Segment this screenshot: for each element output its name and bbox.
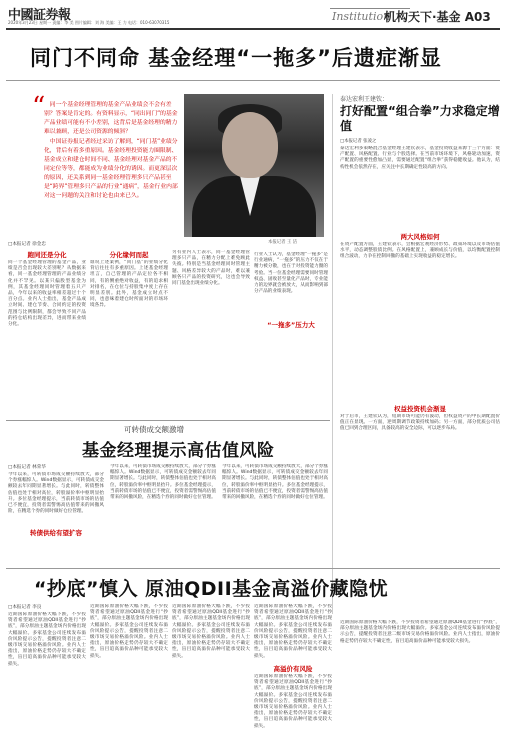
story2-kicker: 可转债成交额激增 [124, 425, 184, 434]
story3-text: 近期国际原油价格大幅下跌，不少投资者希望通过原油QDII基金进行“抄底”，部分原油主题基金场内价格出现大幅溢价。多家基金公司连续发布溢价风险提示公告，提醒投资者注意二级市场交易价格溢价风险。业内人士指出，原油价格走势仍存较大不确定性，盲目追高溢价品种可能承受较大损失。 [254, 674, 332, 729]
sidebar-subhead: 两大风格如何 [400, 233, 440, 241]
story3-headline: “抄底”慎入 原油QDII基金高溢价藏隐忧 [34, 578, 389, 600]
story2-text: 今年以来，可转债市场成交额持续放大，部分个券涨幅惊人。Wind数据显示，可转债成交金额较去年同期显著增长。与此同时，转债整体估值也处于相对高位，转股溢价率中枢明显抬升。多位基金经理提示，当前转债市场的估值已不便宜，投资者需警惕高估值带来的回撤风险，在精选个券的同时做好仓位管理。 [222, 464, 328, 501]
headline-rule [6, 80, 500, 81]
sidebar-subhead: 权益投资机会渐显 [394, 405, 446, 413]
column-text: 同一个基金经理管理的基金产品，业绩是否会出现较大差别呢？从数据来看，同一基金经理管理的产品业绩分化并不罕见。以某只偏股型基金为例，其基金经理同时管理着五只产品，今年以来的收益率相差超过十个百分点。业内人士指出，基金产品成立时间、建仓节奏、合同约定的投资范围与比例限制，都会导致不同产品的持仓结构出现差异，进而带来业绩分化。 [8, 260, 86, 328]
lead-paragraph: 中国证券报记者经过采访了解到，“同门基”业绩分化，背后有着多重原因。基金经理投资能力圈限制、基金成立和建仓时间不同、基金经理对基金产品的不同定位等等，都能成为业绩分化的诱因。而更深层次的原因，还关系到同一基金经理管理多只产品甚至是“跨界”管理多只产品的行业“通病”，基金行业内部对这一问题的关注和讨论也由来已久。 [44, 139, 178, 199]
sidebar-headline: 打好配置“组合拳”力求稳定增值 [340, 104, 500, 133]
column-text: 另有业内人士表示，同一基金经理管理多只产品，在精力分配上难免顾此失彼。特别是当基金经理同时管理主题、风格差异较大的产品时，难以兼顾各只产品的投资研究，这也会导致同门基金出现业绩分化。 [172, 250, 250, 287]
lead-paragraph: 同一个基金经理管理的基金产品业绩会不会有差别？答案是肯定的。有资料显示，“同出同门”的基金产品业绩可能有不小差别，这背后是基金经理的精力难以兼顾，还是公司资源的倾斜？ [44, 102, 178, 135]
story3-subhead: 高溢价有风险 [273, 665, 313, 673]
sidebar-byline: □本报记者 张凌之 [340, 139, 377, 144]
newspaper-logo: 中國証券報 [8, 8, 71, 23]
main-headline: 同门不同命 基金经理“一拖多”后遗症渐显 [30, 46, 442, 70]
sidebar-paragraph: 泰达宏利多策略混合基金经理王建钦表示，基金投资收益来源于三个方面：资产配置、风格配置、行业与个股选择。在当前市场环境下，风格轮动加速，资产配置的重要性愈加凸显，需要通过配置“组合拳”获得稳健收益。他认为，结构性机会依然存在，应关注中长期确定性较高的方向。 [340, 146, 500, 170]
section-rule [6, 420, 330, 421]
story3-text: 近期国际原油价格大幅下跌，不少投资者希望通过原油QDII基金进行“抄底”，部分原油主题基金场内价格出现大幅溢价。多家基金公司连续发布溢价风险提示公告，提醒投资者注意二级市场交易价格溢价风险。业内人士指出，原油价格走势仍存较大不确定性，盲目追高溢价品种可能承受较大损失。 [340, 620, 500, 644]
story3-text: 近期国际原油价格大幅下跌，不少投资者希望通过原油QDII基金进行“抄底”，部分原油主题基金场内价格出现大幅溢价。多家基金公司连续发布溢价风险提示公告，提醒投资者注意二级市场交易价格溢价风险。业内人士指出，原油价格走势仍存较大不确定性，盲目追高溢价品种可能承受较大损失。 [8, 612, 86, 667]
story2-subhead: 转债供给有望扩容 [30, 529, 82, 537]
story3-text: 近期国际原油价格大幅下跌，不少投资者希望通过原油QDII基金进行“抄底”，部分原油主题基金场内价格出现大幅溢价。多家基金公司连续发布溢价风险提示公告，提醒投资者注意二级市场交易价格溢价风险。业内人士指出，原油价格走势仍存较大不确定性，盲目追高溢价品种可能承受较大损失。 [254, 604, 332, 659]
header-rule [6, 28, 500, 30]
portrait-photo [184, 94, 324, 237]
story2-text: 今年以来，可转债市场成交额持续放大，部分个券涨幅惊人。Wind数据显示，可转债成交金额较去年同期显著增长。与此同时，转债整体估值也处于相对高位，转股溢价率中枢明显抬升。多位基金经理提示，当前转债市场的估值已不便宜，投资者需警惕高估值带来的回撤风险，在精选个券的同时做好仓位管理。 [110, 464, 216, 501]
column-text: 谁说上述案例，“同门基”的业绩分化背后往往有多重原因。上述基金经理坦言，自己管理的产品定位各不相同，有的侧重绝对收益，有的追求相对排名，在仓位与持股集中度上存在明显差别。此外，基金成立时点不同，也意味着建仓时所面对的市场环境各异。 [90, 260, 168, 309]
sidebar-paragraph: 在资产配置方面，王建钦表示，会根据宏观经济形势、政策环境以及市场估值水平，动态调整股债比例。在风格配置上，兼顾成长与价值，以均衡配置控制组合波动，力争在控制回撤的基础上实现收益的稳定增长。 [340, 242, 500, 260]
sidebar-paragraph: 对于后市，王建钦认为，短期市场可能仍有波动，但权益资产的中长期配置价值正在显现。一方面，逆周期调节政策持续加码；另一方面，部分优质公司估值已回到合理区间，具备较高的安全边际，可以逐步布局。 [340, 414, 500, 432]
column-text: 行业人士认为，基金经理“一拖多”是行业通病，“一拖多”的压力不仅在于精力被分散，也在于对投资能力圈的考验。当一位基金经理需要同时管理权益、固收甚至量化产品时，专业能力的边界就会被放大，从而影响到部分产品的业绩表现。 [254, 252, 328, 295]
story2-headline: 基金经理提示高估值风险 [82, 441, 275, 461]
column-subhead: 分化缘何而起 [109, 251, 149, 259]
sidebar-topic: 泰达宏利王建钦： [340, 96, 389, 103]
issue-meta: 2020年3月23日 星期一 责编：李 美 图片编辑：刘 海 美编：王 力 电话：010-63070315 [8, 20, 170, 25]
photo-caption: 本报记者 王 洁 [268, 240, 298, 245]
section-en: Institution [332, 10, 391, 23]
section-title: 机构天下·基金 A03 [384, 10, 491, 24]
section-rule [6, 568, 500, 569]
story3-byline: □本报记者 李良 [8, 605, 42, 610]
main-byline: □本报记者 徐金忠 [8, 242, 46, 247]
story2-byline: □本报记者 林荣华 [8, 465, 46, 470]
sidebar-divider [332, 94, 333, 614]
story3-text: 近期国际原油价格大幅下跌，不少投资者希望通过原油QDII基金进行“抄底”，部分原油主题基金场内价格出现大幅溢价。多家基金公司连续发布溢价风险提示公告，提醒投资者注意二级市场交易价格溢价风险。业内人士指出，原油价格走势仍存较大不确定性，盲目追高溢价品种可能承受较大损失。 [172, 604, 250, 659]
story2-text: 今年以来，可转债市场成交额持续放大，部分个券涨幅惊人。Wind数据显示，可转债成交金额较去年同期显著增长。与此同时，转债整体估值也处于相对高位，转股溢价率中枢明显抬升。多位基金经理提示，当前转债市场的估值已不便宜，投资者需警惕高估值带来的回撤风险，在精选个券的同时做好仓位管理。 [8, 472, 104, 515]
story3-text: 近期国际原油价格大幅下跌，不少投资者希望通过原油QDII基金进行“抄底”，部分原油主题基金场内价格出现大幅溢价。多家基金公司连续发布溢价风险提示公告，提醒投资者注意二级市场交易价格溢价风险。业内人士指出，原油价格走势仍存较大不确定性，盲目追高溢价品种可能承受较大损失。 [90, 604, 168, 659]
column-subhead: 跑同还是分化 [27, 251, 67, 259]
quote-mark-icon: “ [32, 92, 46, 122]
lead-block [44, 101, 178, 202]
column-subhead: “一拖多”压力大 [267, 321, 315, 329]
